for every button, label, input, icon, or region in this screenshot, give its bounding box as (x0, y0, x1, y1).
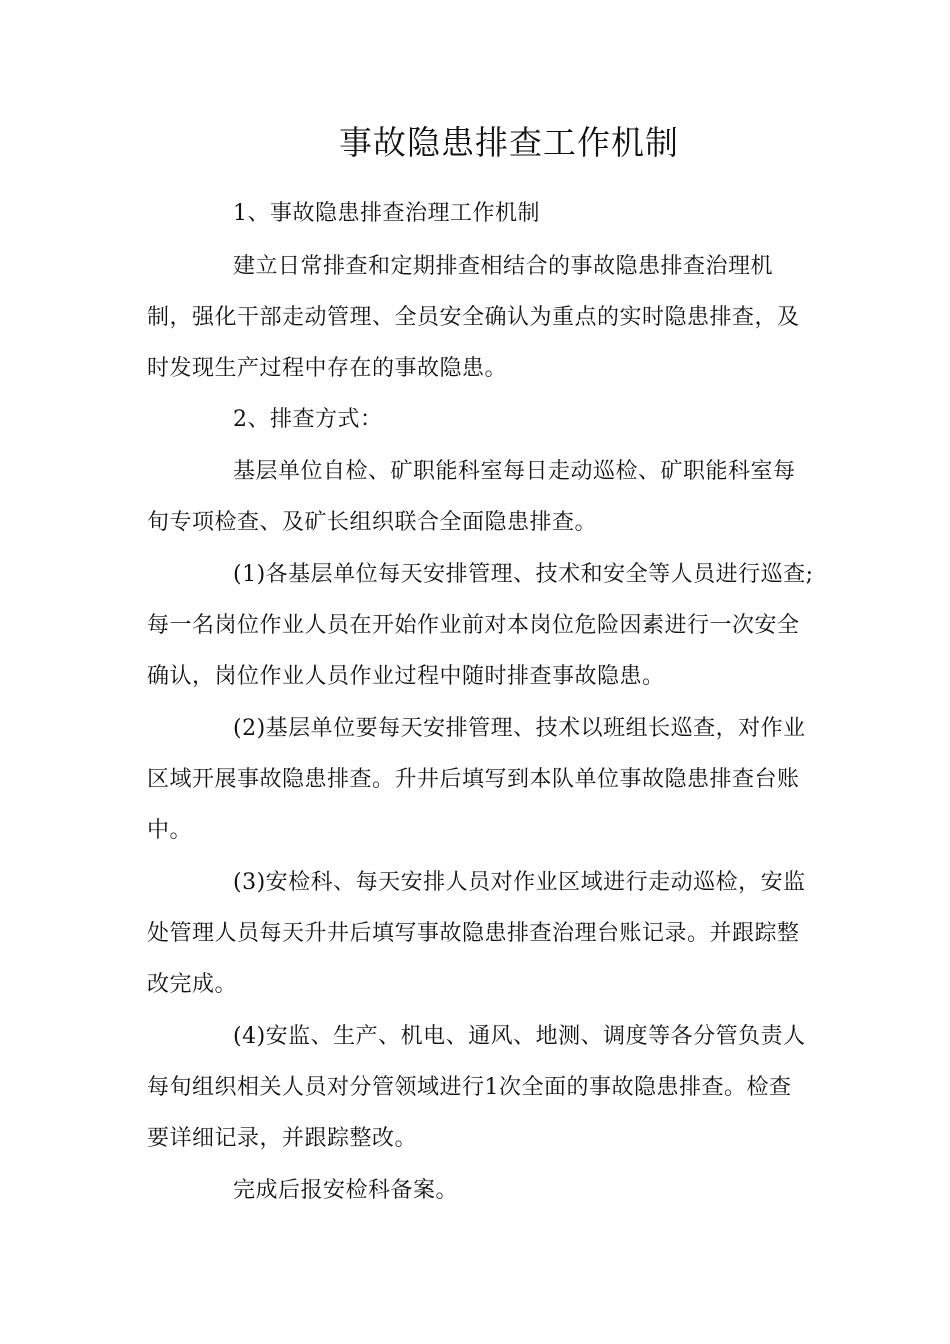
paragraph-line: 建立日常排查和定期排查相结合的事故隐患排查治理机 (233, 254, 774, 279)
paragraph-line: 制，强化干部走动管理、全员安全确认为重点的实时隐患排查，及 (147, 305, 800, 330)
paragraph-line: 基层单位自检、矿职能科室每日走动巡检、矿职能科室每 (233, 459, 796, 484)
paragraph-line: 中。 (147, 818, 193, 843)
section-heading-2: 2、排查方式： (233, 407, 383, 432)
paragraph-line: (3)安检科、每天安排人员对作业区域进行走动巡检，安监 (233, 870, 806, 895)
paragraph-line: 旬专项检查、及矿长组织联合全面隐患排查。 (147, 510, 598, 535)
section-heading-1: 1、事故隐患排查治理工作机制 (233, 201, 540, 226)
paragraph-line: (4)安监、生产、机电、通风、地测、调度等各分管负责人 (233, 1024, 806, 1049)
paragraph-line: 确认，岗位作业人员作业过程中随时排查事故隐患。 (147, 664, 665, 689)
paragraph-line: 每旬组织相关人员对分管领域进行1次全面的事故隐患排查。检查 (147, 1075, 792, 1100)
paragraph-line: 完成后报安检科备案。 (233, 1178, 459, 1203)
paragraph-line: 时发现生产过程中存在的事故隐患。 (147, 356, 508, 381)
paragraph-line: (1)各基层单位每天安排管理、技术和安全等人员进行巡查; (233, 562, 814, 587)
document-title: 事故隐患排查工作机制 (339, 123, 679, 162)
paragraph-line: 区域开展事故隐患排查。升井后填写到本队单位事故隐患排查台账 (147, 767, 800, 792)
paragraph-line: (2)基层单位要每天安排管理、技术以班组长巡查，对作业 (233, 716, 806, 741)
paragraph-line: 改完成。 (147, 972, 238, 997)
paragraph-line: 要详细记录，并跟踪整改。 (147, 1126, 418, 1151)
paragraph-line: 每一名岗位作业人员在开始作业前对本岗位危险因素进行一次安全 (147, 613, 800, 638)
paragraph-line: 处管理人员每天升井后填写事故隐患排查治理台账记录。并跟踪整 (147, 921, 800, 946)
